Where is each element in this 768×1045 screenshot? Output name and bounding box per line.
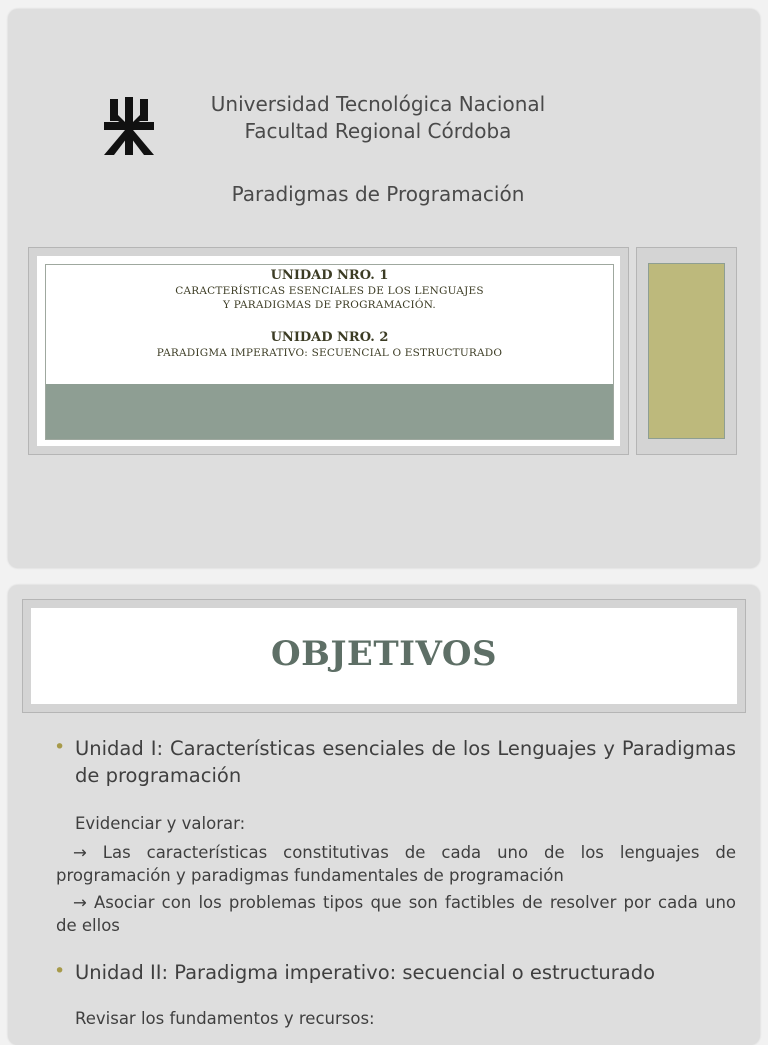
faculty-name: Facultad Regional Córdoba xyxy=(244,119,512,143)
units-frame xyxy=(28,247,629,455)
item-asociar: → Asociar con los problemas tipos que son factibles de resolver por cada uno de ellos xyxy=(56,893,736,935)
slide-cover xyxy=(8,9,760,568)
bullet-marker: • xyxy=(54,960,66,982)
bullet-unit1 xyxy=(56,735,736,789)
accent-frame xyxy=(636,247,737,455)
unit1-title: UNIDAD NRO. 1 xyxy=(270,268,389,283)
bullet-unit1-text: Unidad I: Características esenciales de los Lenguajes y Paradigmas de programación xyxy=(75,737,736,787)
unit2-desc-line1: PARADIGMA IMPERATIVO: SECUENCIAL O ESTRUCTURADO xyxy=(156,347,503,359)
bullet-unit2 xyxy=(56,959,736,986)
unit1-desc-line2: Y PARADIGMAS DE PROGRAMACIÓN. xyxy=(223,299,436,311)
subject-title: Paradigmas de Programación xyxy=(231,182,525,206)
objectives-title: OBJETIVOS xyxy=(270,634,497,674)
unit2-title: UNIDAD NRO. 2 xyxy=(270,330,389,345)
evidenciar-label: Evidenciar y valorar: xyxy=(75,814,246,833)
university-name: Universidad Tecnológica Nacional xyxy=(210,92,546,116)
slide-objectives xyxy=(8,585,760,1045)
units-text xyxy=(46,265,613,360)
title-frame xyxy=(22,599,746,713)
olive-block xyxy=(648,263,725,439)
bullet-marker: • xyxy=(54,736,66,758)
item-caracteristicas: → Las características constitutivas de cada uno de los lenguajes de programación y paradigmas fundamentales de programación xyxy=(56,843,736,885)
unit1-desc-line1: CARACTERÍSTICAS ESENCIALES DE LOS LENGUAJES xyxy=(175,285,484,297)
green-band xyxy=(46,384,613,439)
units-box xyxy=(45,264,614,440)
revisar-label: Revisar los fundamentos y recursos: xyxy=(75,1009,375,1028)
bullet-unit2-text: Unidad II: Paradigma imperativo: secuencial o estructurado xyxy=(75,961,656,984)
units-panel xyxy=(37,256,620,446)
title-panel xyxy=(31,608,737,704)
